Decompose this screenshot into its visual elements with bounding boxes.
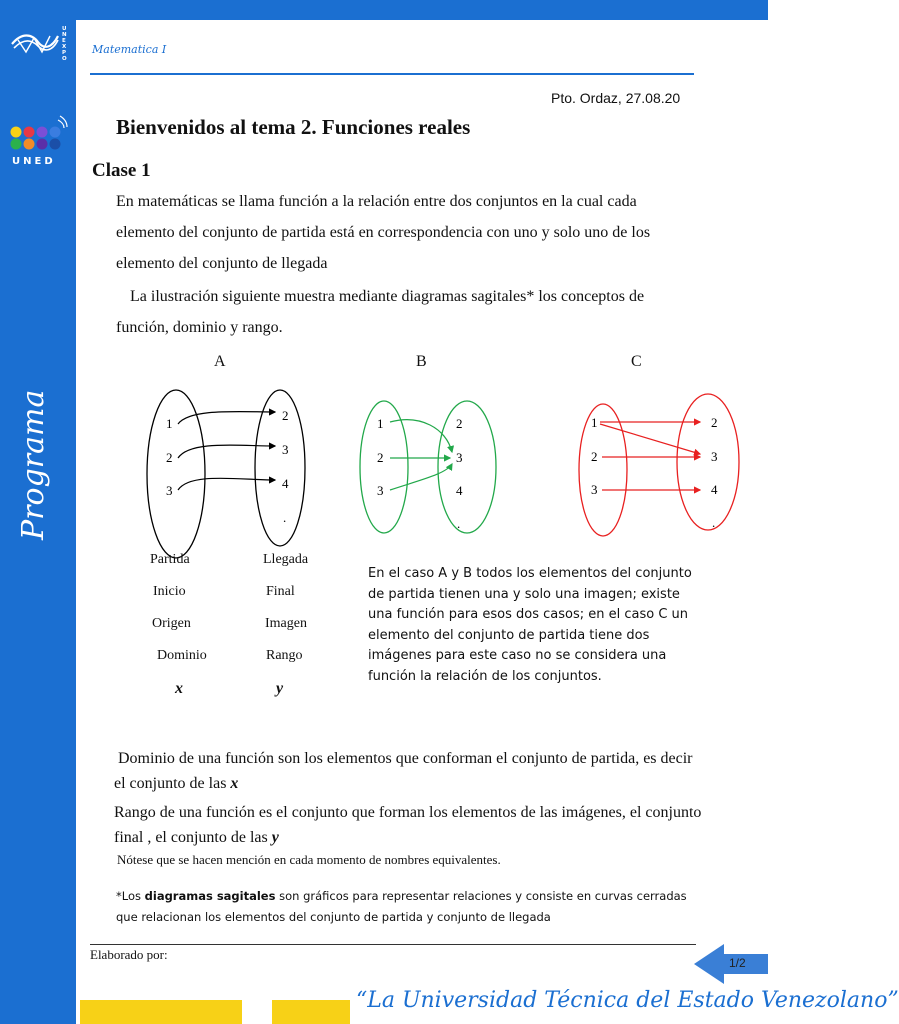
footnote-bold-term: diagramas sagitales	[144, 889, 276, 903]
rango-text: Rango de una función es el conjunto que forman los elementos de las imágenes, el conjunto final , el conjunto de las	[114, 804, 702, 846]
svg-text:U: U	[62, 26, 67, 32]
diagram-c-left-2: 2	[591, 449, 598, 464]
term-imagen: Imagen	[265, 616, 307, 631]
diagram-a-left-2: 2	[166, 450, 173, 465]
diagram-c-right-2: 2	[711, 415, 718, 430]
diagram-c	[579, 394, 739, 536]
diagram-c-arrow-1b	[600, 424, 700, 454]
footer-slogan: “La Universidad Técnica del Estado Venezolano”	[356, 988, 899, 1013]
page-title: Bienvenidos al tema 2. Funciones reales	[116, 115, 471, 139]
diagram-b-arrow-3	[390, 464, 452, 490]
footer-author-label: Elaborado por:	[90, 947, 168, 962]
term-dominio: Dominio	[157, 648, 207, 663]
uned-text: UNED	[12, 156, 56, 167]
footnote	[116, 886, 706, 928]
diagram-b	[360, 401, 496, 533]
equivalence-note: Nótese que se hacen mención en cada momento de nombres equivalentes.	[117, 852, 501, 867]
diagram-c-range-set	[677, 394, 739, 530]
svg-text:X: X	[62, 44, 67, 50]
class-heading: Clase 1	[92, 160, 151, 181]
footnote-prefix: *Los	[116, 889, 141, 903]
diagram-b-right-4: 4	[456, 483, 463, 498]
side-label: Programa	[16, 389, 51, 540]
diagram-a-right-dot: .	[283, 510, 287, 525]
term-inicio: Inicio	[153, 584, 186, 599]
diagram-a-right-3: 3	[282, 442, 289, 457]
diagram-b-arrow-1	[390, 420, 452, 452]
diagram-b-left-3: 3	[377, 483, 384, 498]
term-rango: Rango	[266, 648, 303, 663]
header-subject: Matematica I	[92, 43, 167, 56]
diagram-a-arrow-3	[178, 478, 275, 490]
intro-paragraph: En matemáticas se llama función a la relación entre dos conjuntos en la cual cada elemento del conjunto de partida está en correspondencia con uno y solo uno de los elemento del conjunto de llegada	[116, 193, 651, 272]
diagram-b-right-2: 2	[456, 416, 463, 431]
term-origen: Origen	[152, 616, 191, 631]
svg-text:O: O	[62, 56, 67, 62]
diagram-b-right-dot: .	[457, 516, 461, 531]
footer-accent-bar-1	[80, 1000, 242, 1024]
diagram-label-c: C	[631, 353, 642, 370]
footer-accent-bar-2	[272, 1000, 350, 1024]
diagram-b-left-1: 1	[377, 416, 384, 431]
diagram-c-left-1: 1	[591, 415, 598, 430]
diagram-label-b: B	[416, 353, 427, 370]
footer-divider	[90, 944, 696, 945]
diagram-c-right-3: 3	[711, 449, 718, 464]
svg-text:N: N	[62, 32, 67, 38]
diagram-c-domain-set	[579, 404, 627, 536]
term-var-x: x	[175, 680, 183, 697]
terms-left-column	[150, 552, 207, 712]
term-final: Final	[266, 584, 295, 599]
dominio-definition	[114, 746, 704, 796]
diagram-c-right-4: 4	[711, 482, 718, 497]
page-number: 1/2	[729, 956, 746, 970]
diagram-b-domain-set	[360, 401, 408, 533]
rango-var: y	[271, 829, 279, 846]
footnote-rest: son gráficos para representar relaciones y consiste en curvas cerradas que relacionan los elementos del conjunto de partida y conjunto de llegada	[116, 889, 687, 924]
diagram-a-range-set	[255, 390, 305, 546]
diagram-a-left-1: 1	[166, 416, 173, 431]
diagram-b-right-3: 3	[456, 450, 463, 465]
diagram-a-left-3: 3	[166, 483, 173, 498]
svg-text:E: E	[62, 38, 66, 44]
term-llegada: Llegada	[263, 552, 309, 567]
diagram-c-right-dot: .	[712, 515, 716, 530]
diagram-label-a: A	[214, 353, 226, 370]
svg-text:P: P	[62, 50, 67, 56]
diagram-a-right-4: 4	[282, 476, 289, 491]
explanation-box: En el caso A y B todos los elementos del conjunto de partida tienen una y solo una imagen; existe una función para esos dos casos; en el caso C un elemento del conjunto de partida tiene dos imágenes para este caso no se considera una función la relación de los conjuntos.	[368, 566, 692, 684]
diagram-b-range-set	[438, 401, 496, 533]
terms-right-column	[263, 552, 308, 712]
diagram-a	[147, 390, 305, 558]
date-line: Pto. Ordaz, 27.08.20	[551, 90, 681, 106]
diagram-a-right-2: 2	[282, 408, 289, 423]
illustration-paragraph: La ilustración siguiente muestra mediante diagramas sagitales* los conceptos de función, dominio y rango.	[116, 288, 645, 336]
diagram-b-left-2: 2	[377, 450, 384, 465]
dominio-text: Dominio de una función son los elementos que conforman el conjunto de partida, es decir el conjunto de las	[114, 750, 693, 792]
dominio-var: x	[230, 775, 239, 792]
diagram-c-left-3: 3	[591, 482, 598, 497]
diagram-a-arrow-2	[178, 445, 275, 458]
rango-definition	[114, 800, 704, 850]
term-var-y: y	[276, 680, 284, 697]
term-partida: Partida	[150, 552, 190, 567]
